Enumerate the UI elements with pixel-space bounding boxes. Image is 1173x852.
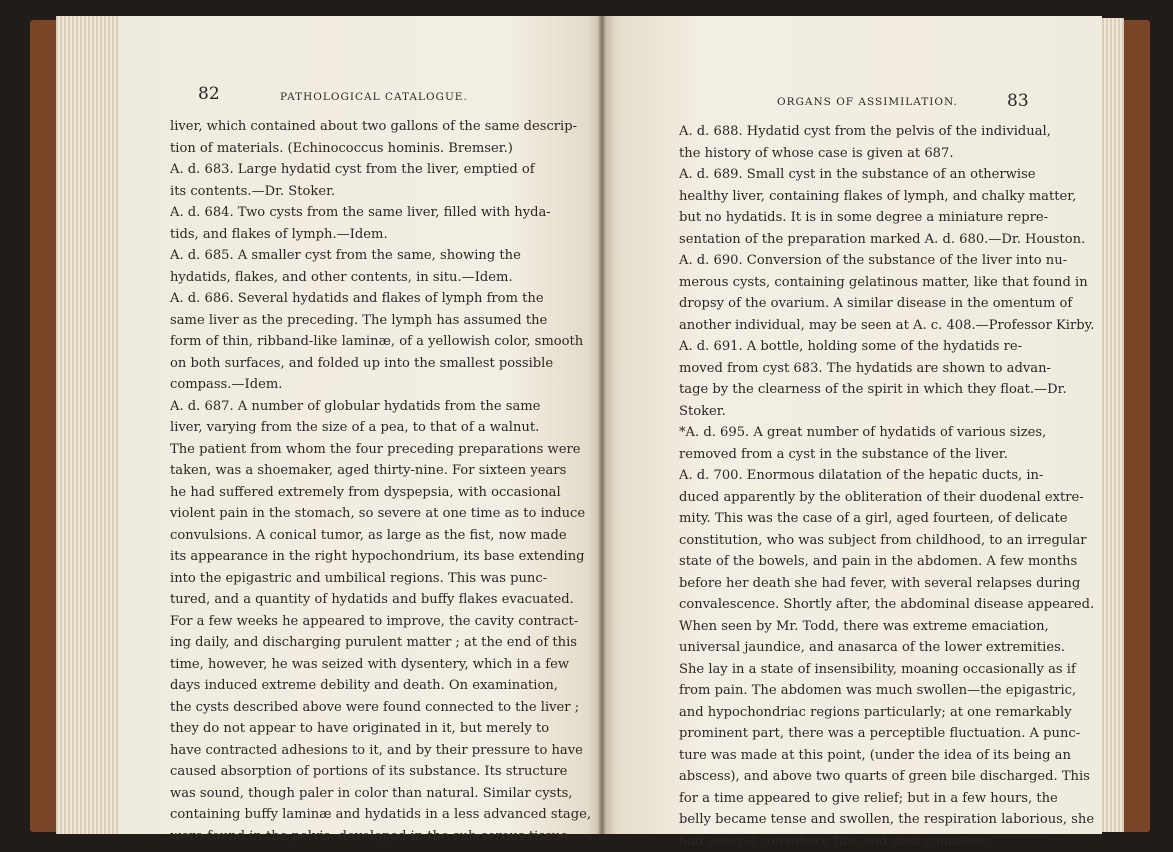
text-line: merous cysts, containing gelatinous matter, like that found in — [679, 272, 1094, 294]
text-line: constitution, who was subject from childhood, to an irregular — [679, 530, 1094, 552]
text-line: convalescence. Shortly after, the abdominal disease appeared. — [679, 594, 1094, 616]
text-line: A. d. 691. A bottle, holding some of the hydatids re- — [679, 336, 1094, 358]
right-page — [602, 16, 1102, 834]
text-line: another individual, may be seen at A. c. 408.—Professor Kirby. — [679, 315, 1094, 337]
text-line: same liver as the preceding. The lymph has assumed the — [170, 310, 590, 332]
text-line: and hypochondriac regions particularly; at one remarkably — [679, 702, 1094, 724]
text-line: was sound, though paler in color than natural. Similar cysts, — [170, 783, 590, 805]
text-line: time, however, he was seized with dysentery, which in a few — [170, 654, 590, 676]
text-line: A. d. 687. A number of globular hydatids from the same — [170, 396, 590, 418]
text-line: A. d. 690. Conversion of the substance of the liver into nu- — [679, 250, 1094, 272]
text-line: violent pain in the stomach, so severe at one time as to induce — [170, 503, 590, 525]
left-page-body — [170, 116, 590, 847]
right-page-body — [679, 121, 1094, 852]
running-head-right: ORGANS OF ASSIMILATION. — [777, 96, 958, 108]
running-head-left: PATHOLOGICAL CATALOGUE. — [280, 91, 468, 103]
text-line: The patient from whom the four preceding preparations were — [170, 439, 590, 461]
text-line: healthy liver, containing flakes of lymph, and chalky matter, — [679, 186, 1094, 208]
text-line: A. d. 684. Two cysts from the same liver, filled with hyda- — [170, 202, 590, 224]
text-line: For a few weeks he appeared to improve, the cavity contract- — [170, 611, 590, 633]
text-line: liver, varying from the size of a pea, to that of a walnut. — [170, 417, 590, 439]
text-line: state of the bowels, and pain in the abdomen. A few months — [679, 551, 1094, 573]
text-line: on both surfaces, and folded up into the smallest possible — [170, 353, 590, 375]
text-line: caused absorption of portions of its substance. Its structure — [170, 761, 590, 783]
text-line: mity. This was the case of a girl, aged fourteen, of delicate — [679, 508, 1094, 530]
text-line: A. d. 686. Several hydatids and flakes of lymph from the — [170, 288, 590, 310]
book-gutter — [597, 16, 607, 834]
text-line: sentation of the preparation marked A. d. 680.—Dr. Houston. — [679, 229, 1094, 251]
text-line: hydatids, flakes, and other contents, in situ.—Idem. — [170, 267, 590, 289]
text-line: A. d. 683. Large hydatid cyst from the liver, emptied of — [170, 159, 590, 181]
text-line: before her death she had fever, with several relapses during — [679, 573, 1094, 595]
text-line: for a time appeared to give relief; but in a few hours, the — [679, 788, 1094, 810]
text-line: universal jaundice, and anasarca of the lower extremities. — [679, 637, 1094, 659]
text-line: but no hydatids. It is in some degree a miniature repre- — [679, 207, 1094, 229]
text-line: its appearance in the right hypochondrium, its base extending — [170, 546, 590, 568]
text-line: tion of materials. (Echinococcus hominis. Bremser.) — [170, 138, 590, 160]
book-cover-right — [1120, 20, 1150, 832]
text-line: prominent part, there was a perceptible fluctuation. A punc- — [679, 723, 1094, 745]
text-line: dropsy of the ovarium. A similar disease in the omentum of — [679, 293, 1094, 315]
text-line: days induced extreme debility and death. On examination, — [170, 675, 590, 697]
text-line: form of thin, ribband-like laminæ, of a yellowish color, smooth — [170, 331, 590, 353]
text-line: A. d. 689. Small cyst in the substance of an otherwise — [679, 164, 1094, 186]
text-line: from pain. The abdomen was much swollen—the epigastric, — [679, 680, 1094, 702]
text-line: A. d. 685. A smaller cyst from the same, showing the — [170, 245, 590, 267]
page-number-right: 83 — [1007, 91, 1029, 111]
text-line: tids, and flakes of lymph.—Idem. — [170, 224, 590, 246]
page-edges-left — [56, 16, 122, 834]
text-line: liver, which contained about two gallons of the same descrip- — [170, 116, 590, 138]
left-page — [120, 16, 602, 834]
text-line: its contents.—Dr. Stoker. — [170, 181, 590, 203]
text-line: have contracted adhesions to it, and by their pressure to have — [170, 740, 590, 762]
text-line: A. d. 700. Enormous dilatation of the hepatic ducts, in- — [679, 465, 1094, 487]
text-line: convulsions. A conical tumor, as large as the fist, now made — [170, 525, 590, 547]
text-line: had several convulsive fits, and died comatose. — [679, 831, 1094, 852]
text-line: Stoker. — [679, 401, 1094, 423]
text-line: compass.—Idem. — [170, 374, 590, 396]
text-line: moved from cyst 683. The hydatids are shown to advan- — [679, 358, 1094, 380]
text-line: were found in the pelvis, developed in the sub-serous tissue. — [170, 826, 590, 848]
text-line: duced apparently by the obliteration of their duodenal extre- — [679, 487, 1094, 509]
text-line: abscess), and above two quarts of green bile discharged. This — [679, 766, 1094, 788]
text-line: belly became tense and swollen, the respiration laborious, she — [679, 809, 1094, 831]
text-line: they do not appear to have originated in it, but merely to — [170, 718, 590, 740]
text-line: tured, and a quantity of hydatids and buffy flakes evacuated. — [170, 589, 590, 611]
page-number-left: 82 — [198, 84, 220, 104]
text-line: When seen by Mr. Todd, there was extreme emaciation, — [679, 616, 1094, 638]
text-line: removed from a cyst in the substance of the liver. — [679, 444, 1094, 466]
text-line: into the epigastric and umbilical regions. This was punc- — [170, 568, 590, 590]
text-line: taken, was a shoemaker, aged thirty-nine. For sixteen years — [170, 460, 590, 482]
text-line: tage by the clearness of the spirit in which they float.—Dr. — [679, 379, 1094, 401]
text-line: *A. d. 695. A great number of hydatids of various sizes, — [679, 422, 1094, 444]
text-line: A. d. 688. Hydatid cyst from the pelvis of the individual, — [679, 121, 1094, 143]
text-line: the cysts described above were found connected to the liver ; — [170, 697, 590, 719]
text-line: he had suffered extremely from dyspepsia, with occasional — [170, 482, 590, 504]
text-line: the history of whose case is given at 687. — [679, 143, 1094, 165]
text-line: containing buffy laminæ and hydatids in a less advanced stage, — [170, 804, 590, 826]
text-line: She lay in a state of insensibility, moaning occasionally as if — [679, 659, 1094, 681]
text-line: ing daily, and discharging purulent matter ; at the end of this — [170, 632, 590, 654]
text-line: ture was made at this point, (under the idea of its being an — [679, 745, 1094, 767]
